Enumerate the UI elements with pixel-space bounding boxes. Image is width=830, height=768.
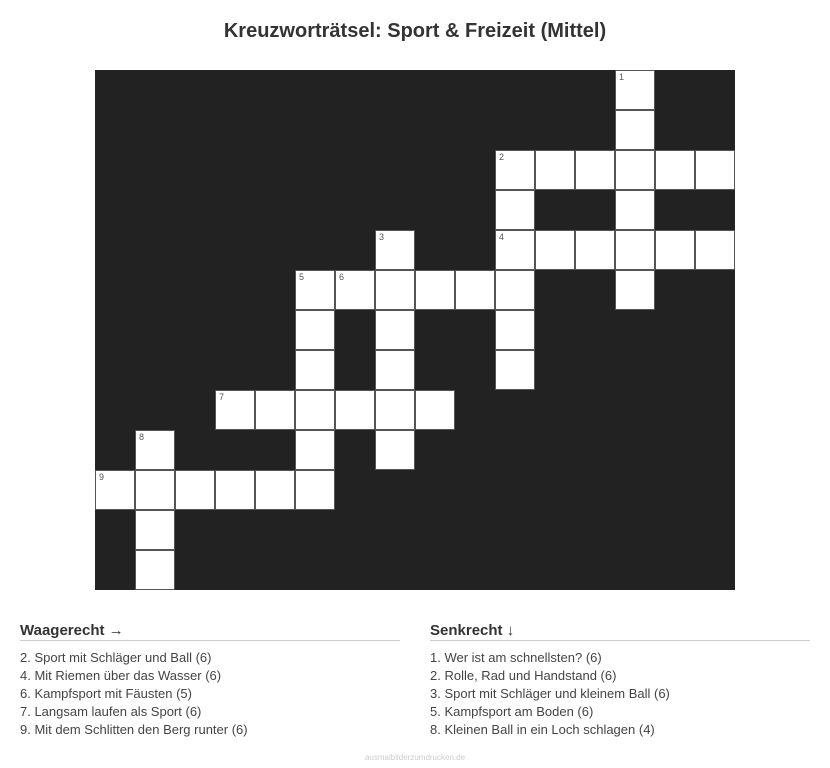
- grid-cell[interactable]: [375, 350, 415, 390]
- clue-item: 1. Wer ist am schnellsten? (6): [430, 650, 602, 665]
- grid-cell[interactable]: [615, 110, 655, 150]
- grid-cell[interactable]: [495, 190, 535, 230]
- clue-item: 8. Kleinen Ball in ein Loch schlagen (4): [430, 722, 655, 737]
- across-clue-list: [20, 649, 400, 739]
- grid-cell[interactable]: [615, 270, 655, 310]
- grid-cell[interactable]: [655, 230, 695, 270]
- down-heading: [430, 622, 810, 641]
- grid-cell[interactable]: [255, 470, 295, 510]
- grid-cell[interactable]: [295, 470, 335, 510]
- grid-cell[interactable]: [335, 270, 375, 310]
- grid-cell[interactable]: [615, 70, 655, 110]
- grid-cell[interactable]: [655, 150, 695, 190]
- grid-cell[interactable]: [375, 430, 415, 470]
- clue-item: 4. Mit Riemen über das Wasser (6): [20, 668, 222, 683]
- down-clues-section: [430, 622, 810, 739]
- page-title: Kreuzworträtsel: Sport & Freizeit (Mittel): [223, 20, 607, 42]
- grid-cell[interactable]: [495, 230, 535, 270]
- grid-cell[interactable]: [575, 230, 615, 270]
- cell-number: 6: [339, 272, 345, 282]
- clue-item: 7. Langsam laufen als Sport (6): [20, 704, 202, 719]
- grid-cell[interactable]: [295, 310, 335, 350]
- grid-cell[interactable]: [415, 390, 455, 430]
- cell-number: 4: [499, 232, 505, 242]
- grid-cell[interactable]: [215, 390, 255, 430]
- grid-cell[interactable]: [375, 270, 415, 310]
- arrow-right-icon: →: [108, 622, 124, 639]
- cell-number: 8: [139, 432, 145, 442]
- down-heading-label: Senkrecht: [430, 622, 503, 639]
- cell-number: 1: [619, 72, 625, 82]
- grid-cell[interactable]: [615, 230, 655, 270]
- clue-item: 6. Kampfsport mit Fäusten (5): [20, 686, 192, 701]
- grid-cell[interactable]: [135, 470, 175, 510]
- grid-cell[interactable]: [175, 470, 215, 510]
- grid-cell[interactable]: [615, 190, 655, 230]
- arrow-down-icon: ↓: [506, 622, 515, 639]
- grid-cell[interactable]: [415, 270, 455, 310]
- across-heading-label: Waagerecht: [20, 622, 105, 639]
- grid-cell[interactable]: [695, 230, 735, 270]
- clue-item: 9. Mit dem Schlitten den Berg runter (6): [20, 722, 248, 737]
- across-heading: [20, 622, 400, 641]
- grid-cell[interactable]: [535, 150, 575, 190]
- grid-cell[interactable]: [495, 270, 535, 310]
- grid-cell[interactable]: [135, 550, 175, 590]
- grid-cell[interactable]: [135, 430, 175, 470]
- clue-item: 2. Sport mit Schläger und Ball (6): [20, 650, 212, 665]
- grid-cell[interactable]: [495, 350, 535, 390]
- grid-cell[interactable]: [135, 510, 175, 550]
- clue-item: 5. Kampfsport am Boden (6): [430, 704, 594, 719]
- grid-cell[interactable]: [295, 350, 335, 390]
- grid-cell[interactable]: [295, 270, 335, 310]
- grid-cell[interactable]: [695, 150, 735, 190]
- cell-number: 9: [99, 472, 105, 482]
- footer-watermark: ausmalbilderzumdrucken.de: [364, 753, 466, 762]
- across-clues-section: [20, 622, 400, 739]
- crossword-grid: [95, 70, 735, 590]
- grid-cell[interactable]: [495, 150, 535, 190]
- grid-cell[interactable]: [95, 470, 135, 510]
- grid-cell[interactable]: [375, 310, 415, 350]
- grid-cell[interactable]: [295, 390, 335, 430]
- grid-cell[interactable]: [215, 470, 255, 510]
- grid-cell[interactable]: [615, 150, 655, 190]
- grid-cell[interactable]: [335, 390, 375, 430]
- grid-cell[interactable]: [375, 390, 415, 430]
- clue-item: 2. Rolle, Rad und Handstand (6): [430, 668, 617, 683]
- grid-cell[interactable]: [255, 390, 295, 430]
- grid-cell[interactable]: [295, 430, 335, 470]
- grid-cell[interactable]: [455, 270, 495, 310]
- grid-cell[interactable]: [535, 230, 575, 270]
- clue-item: 3. Sport mit Schläger und kleinem Ball (6): [430, 686, 670, 701]
- cell-number: 5: [299, 272, 305, 282]
- grid-cell[interactable]: [575, 150, 615, 190]
- cell-number: 3: [379, 232, 385, 242]
- down-clue-list: [430, 649, 810, 739]
- cell-number: 7: [219, 392, 225, 402]
- grid-cell[interactable]: [375, 230, 415, 270]
- cell-number: 2: [499, 152, 505, 162]
- grid-cell[interactable]: [495, 310, 535, 350]
